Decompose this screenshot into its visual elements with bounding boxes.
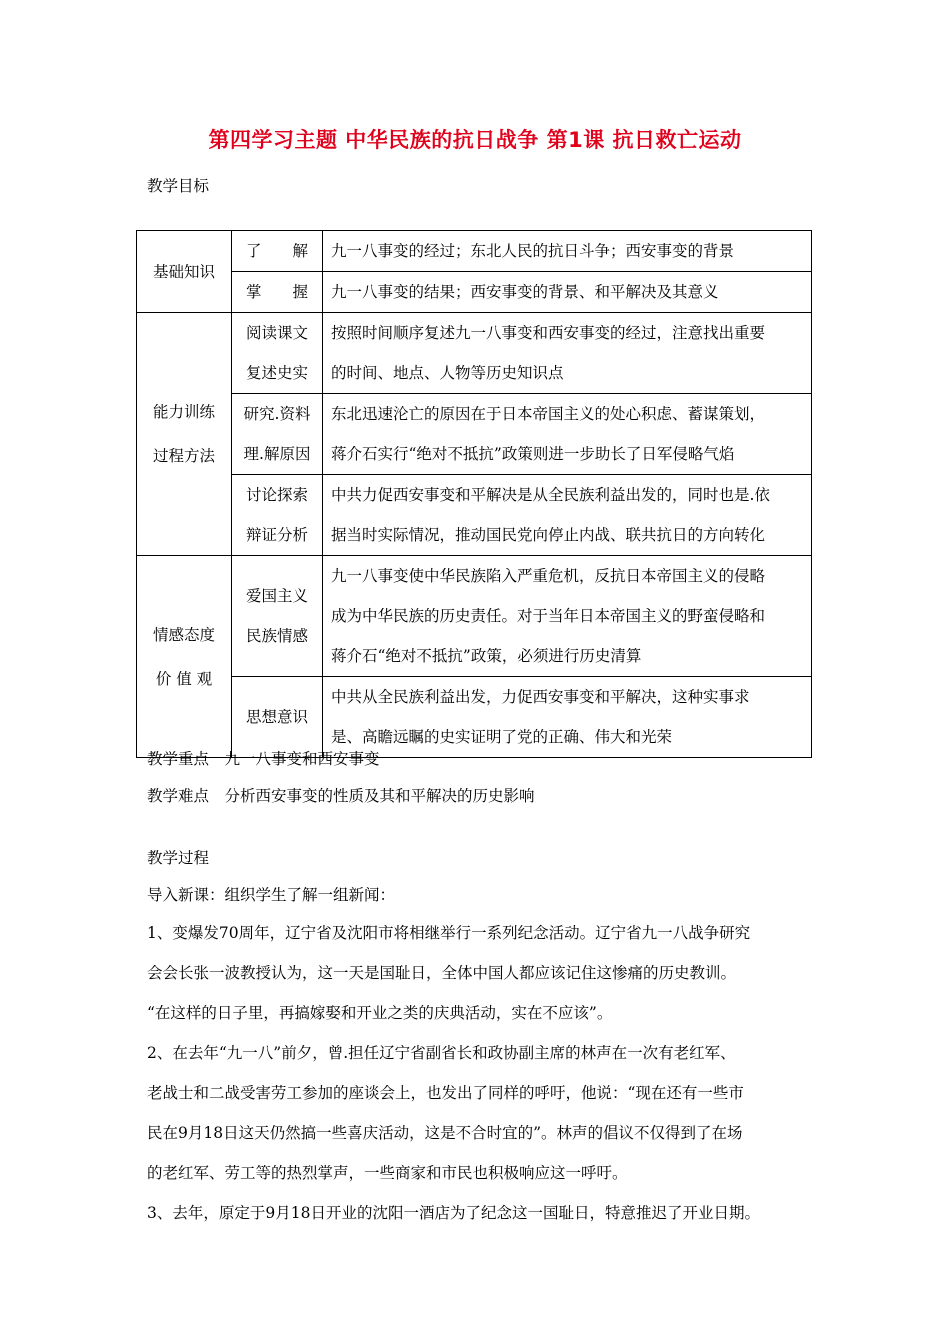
category-line: 能力训练 — [152, 403, 215, 421]
text-line: 据当时实际情况，推动国民党向停止内战、联共抗日的方向转化 — [331, 526, 766, 544]
row-text — [323, 677, 812, 758]
paragraph-line: 2、在去年“九一八”前夕，曾.担任辽宁省副省长和政协副主席的林声在一次有老红军、 — [147, 1044, 736, 1062]
category-ability — [137, 313, 232, 556]
category-emotion — [137, 556, 232, 758]
category-line: 过程方法 — [152, 447, 215, 465]
objectives-table — [136, 230, 812, 758]
paragraph-line: 民在9月18日这天仍然搞一些喜庆活动，这是不合时宜的”。林声的倡议不仅得到了在场 — [147, 1124, 743, 1142]
table-row — [137, 231, 812, 272]
sub-cell — [232, 556, 323, 677]
key-point: 教学重点 九一八事变和西安事变 — [147, 750, 380, 768]
sub-line: 爱国主义 — [245, 587, 308, 605]
sub-line: 思想意识 — [245, 708, 308, 726]
row-text — [323, 556, 812, 677]
text-line: 按照时间顺序复述九一八事变和西安事变的经过，注意找出重要 — [331, 324, 766, 342]
paragraph-line: 会会长张一波教授认为，这一天是国耻日，全体中国人都应该记住这惨痛的历史教训。 — [147, 964, 737, 982]
row-text: 九一八事变的结果；西安事变的背景、和平解决及其意义 — [323, 272, 812, 313]
sub-line: 辩证分析 — [245, 526, 308, 544]
paragraph-line: “在这样的日子里，再搞嫁娶和开业之类的庆典活动，实在不应该”。 — [147, 1004, 613, 1022]
document-title: 第四学习主题 中华民族的抗日战争 第1课 抗日救亡运动 — [208, 128, 742, 152]
sub-master: 掌 握 — [232, 272, 323, 313]
table-row — [137, 313, 812, 394]
sub-cell — [232, 313, 323, 394]
text-line: 是、高瞻远瞩的史实证明了党的正确、伟大和光荣 — [331, 728, 673, 746]
category-basic: 基础知识 — [137, 231, 232, 313]
text-line: 的时间、地点、人物等历史知识点 — [331, 364, 564, 382]
objectives-label: 教学目标 — [147, 177, 210, 195]
difficulty: 教学难点 分析西安事变的性质及其和平解决的历史影响 — [147, 787, 535, 805]
table-row — [137, 394, 812, 475]
sub-line: 复述史实 — [245, 364, 308, 382]
sub-line: 民族情感 — [245, 627, 308, 645]
paragraph-line: 1、变爆发70周年，辽宁省及沈阳市将相继举行一系列纪念活动。辽宁省九一八战争研究 — [147, 924, 751, 942]
table-row — [137, 475, 812, 556]
paragraph-line: 老战士和二战受害劳工参加的座谈会上，也发出了同样的呼吁，他说：“现在还有一些市 — [147, 1084, 744, 1102]
paragraph-line: 的老红军、劳工等的热烈掌声，一些商家和市民也积极响应这一呼吁。 — [147, 1164, 628, 1182]
sub-line: 研究.资料 — [243, 405, 311, 423]
row-text — [323, 475, 812, 556]
text-line: 中共力促西安事变和平解决是从全民族利益出发的，同时也是.依 — [331, 486, 770, 504]
category-line: 价 值 观 — [155, 669, 213, 688]
table-row — [137, 272, 812, 313]
text-line: 中共从全民族利益出发，力促西安事变和平解决，这种实事求 — [331, 688, 750, 706]
sub-cell — [232, 475, 323, 556]
sub-understand: 了 解 — [232, 231, 323, 272]
intro-line: 导入新课：组织学生了解一组新闻： — [147, 886, 396, 904]
text-line: 成为中华民族的历史责任。对于当年日本帝国主义的野蛮侵略和 — [331, 607, 766, 625]
text-line: 九一八事变使中华民族陷入严重危机，反抗日本帝国主义的侵略 — [331, 567, 766, 585]
text-line: 蒋介石实行“绝对不抵抗”政策则进一步助长了日军侵略气焰 — [331, 445, 735, 463]
table-row — [137, 556, 812, 677]
sub-line: 理.解原因 — [243, 445, 311, 463]
row-text — [323, 394, 812, 475]
row-text — [323, 313, 812, 394]
text-line: 东北迅速沦亡的原因在于日本帝国主义的处心积虑、蓄谋策划， — [331, 405, 766, 423]
sub-line: 阅读课文 — [245, 324, 308, 342]
process-label: 教学过程 — [147, 849, 210, 867]
paragraph-line: 3、去年，原定于9月18日开业的沈阳一酒店为了纪念这一国耻日，特意推迟了开业日期。 — [147, 1204, 760, 1222]
row-text: 九一八事变的经过；东北人民的抗日斗争；西安事变的背景 — [323, 231, 812, 272]
sub-cell — [232, 394, 323, 475]
sub-line: 讨论探索 — [245, 486, 308, 504]
category-line: 情感态度 — [152, 625, 215, 644]
text-line: 蒋介石“绝对不抵抗”政策，必须进行历史清算 — [331, 647, 642, 665]
